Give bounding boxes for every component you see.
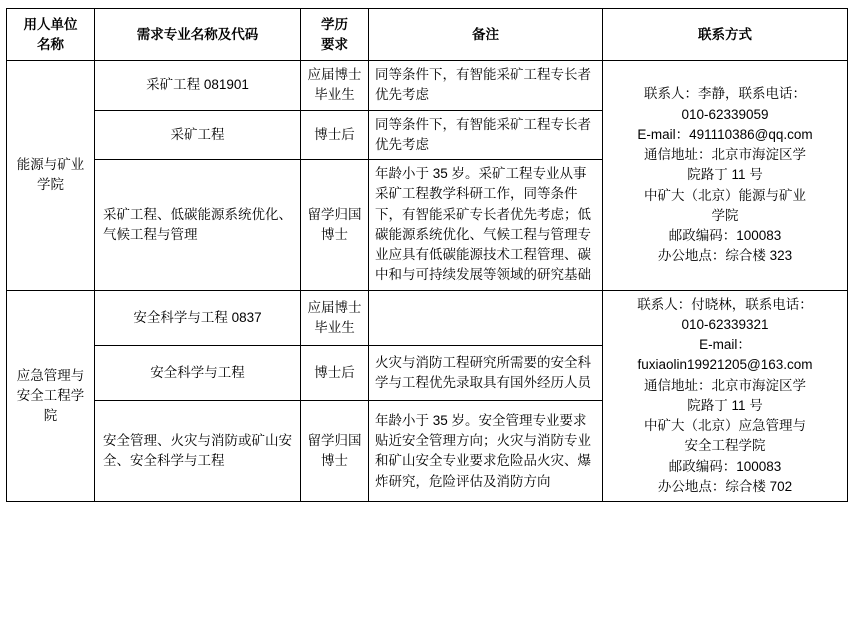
contact-line: 中矿大（北京）能源与矿业 [644, 187, 806, 203]
column-header-degree [301, 9, 369, 61]
contact-line: 010-62339321 [681, 316, 769, 332]
column-header-unit [7, 9, 95, 61]
column-header-unit-line2: 名称 [37, 36, 64, 52]
cell-major: 采矿工程、低碳能源系统优化、气候工程与管理 [95, 160, 301, 291]
cell-unit-name: 应急管理与安全工程学院 [7, 290, 95, 502]
contact-line: 邮政编码：100083 [668, 458, 782, 474]
table-row [7, 290, 848, 345]
table-row [7, 61, 848, 111]
column-header-degree-line1: 学历 [321, 17, 348, 32]
cell-remark: 火灾与消防工程研究所需要的安全科学与工程优先录取具有国外经历人员 [369, 346, 603, 401]
column-header-unit-line1: 用人单位 [23, 17, 78, 32]
cell-degree: 应届博士毕业生 [301, 290, 369, 345]
cell-contact [603, 61, 848, 291]
cell-remark: 同等条件下，有智能采矿工程专长者优先考虑 [369, 61, 603, 111]
cell-major: 采矿工程 [95, 110, 301, 160]
contact-line: 010-62339059 [681, 106, 769, 122]
cell-major: 安全管理、火灾与消防或矿山安全、安全科学与工程 [95, 401, 301, 502]
cell-unit-name: 能源与矿业学院 [7, 61, 95, 291]
table-header-row [7, 9, 848, 61]
cell-degree: 留学归国博士 [301, 401, 369, 502]
contact-line: 办公地点：综合楼 323 [657, 248, 793, 264]
contact-line: 联系人：付晓林，联系电话： [637, 296, 813, 312]
cell-contact [603, 290, 848, 502]
contact-line: 办公地点：综合楼 702 [657, 478, 793, 494]
cell-remark: 同等条件下，有智能采矿工程专长者优先考虑 [369, 110, 603, 160]
column-header-remark: 备注 [369, 9, 603, 61]
cell-remark: 年龄小于 35 岁。采矿工程专业从事采矿工程教学科研工作，同等条件下，有智能采矿专长者优先考虑；低碳能源系统优化、气候工程与管理专业应具有低碳能源技术工程管理、碳中和与可持续发展等领域的研究基础 [369, 160, 603, 291]
column-header-major: 需求专业名称及代码 [95, 9, 301, 61]
cell-remark [369, 290, 603, 345]
contact-line: 中矿大（北京）应急管理与 [644, 418, 806, 434]
table-header [7, 9, 848, 61]
table-body [7, 61, 848, 502]
cell-degree: 应届博士毕业生 [301, 61, 369, 111]
cell-degree: 博士后 [301, 346, 369, 401]
recruitment-table [6, 8, 848, 502]
contact-line: 院路丁 11 号 [687, 167, 763, 183]
column-header-contact: 联系方式 [603, 9, 848, 61]
contact-line: E-mail：491110386@qq.com [637, 126, 813, 142]
contact-line: 院路丁 11 号 [687, 397, 763, 413]
cell-major: 采矿工程 081901 [95, 61, 301, 111]
contact-line: 联系人：李静，联系电话： [644, 86, 806, 102]
contact-line: 通信地址：北京市海淀区学 [644, 147, 806, 162]
column-header-degree-line2: 要求 [321, 36, 348, 52]
contact-line: 安全工程学院 [684, 438, 766, 454]
contact-line: E-mail： [699, 337, 751, 353]
cell-degree: 留学归国博士 [301, 160, 369, 291]
contact-line: 通信地址：北京市海淀区学 [644, 377, 806, 393]
cell-major: 安全科学与工程 [95, 346, 301, 401]
contact-line: fuxiaolin19921205@163.com [637, 357, 813, 373]
contact-line: 邮政编码：100083 [668, 228, 782, 243]
cell-major: 安全科学与工程 0837 [95, 290, 301, 345]
cell-degree: 博士后 [301, 110, 369, 160]
cell-remark: 年龄小于 35 岁。安全管理专业要求贴近安全管理方向；火灾与消防专业和矿山安全专业要求危险品火灾、爆炸研究，危险评估及消防方向 [369, 401, 603, 502]
contact-line: 学院 [711, 207, 739, 223]
